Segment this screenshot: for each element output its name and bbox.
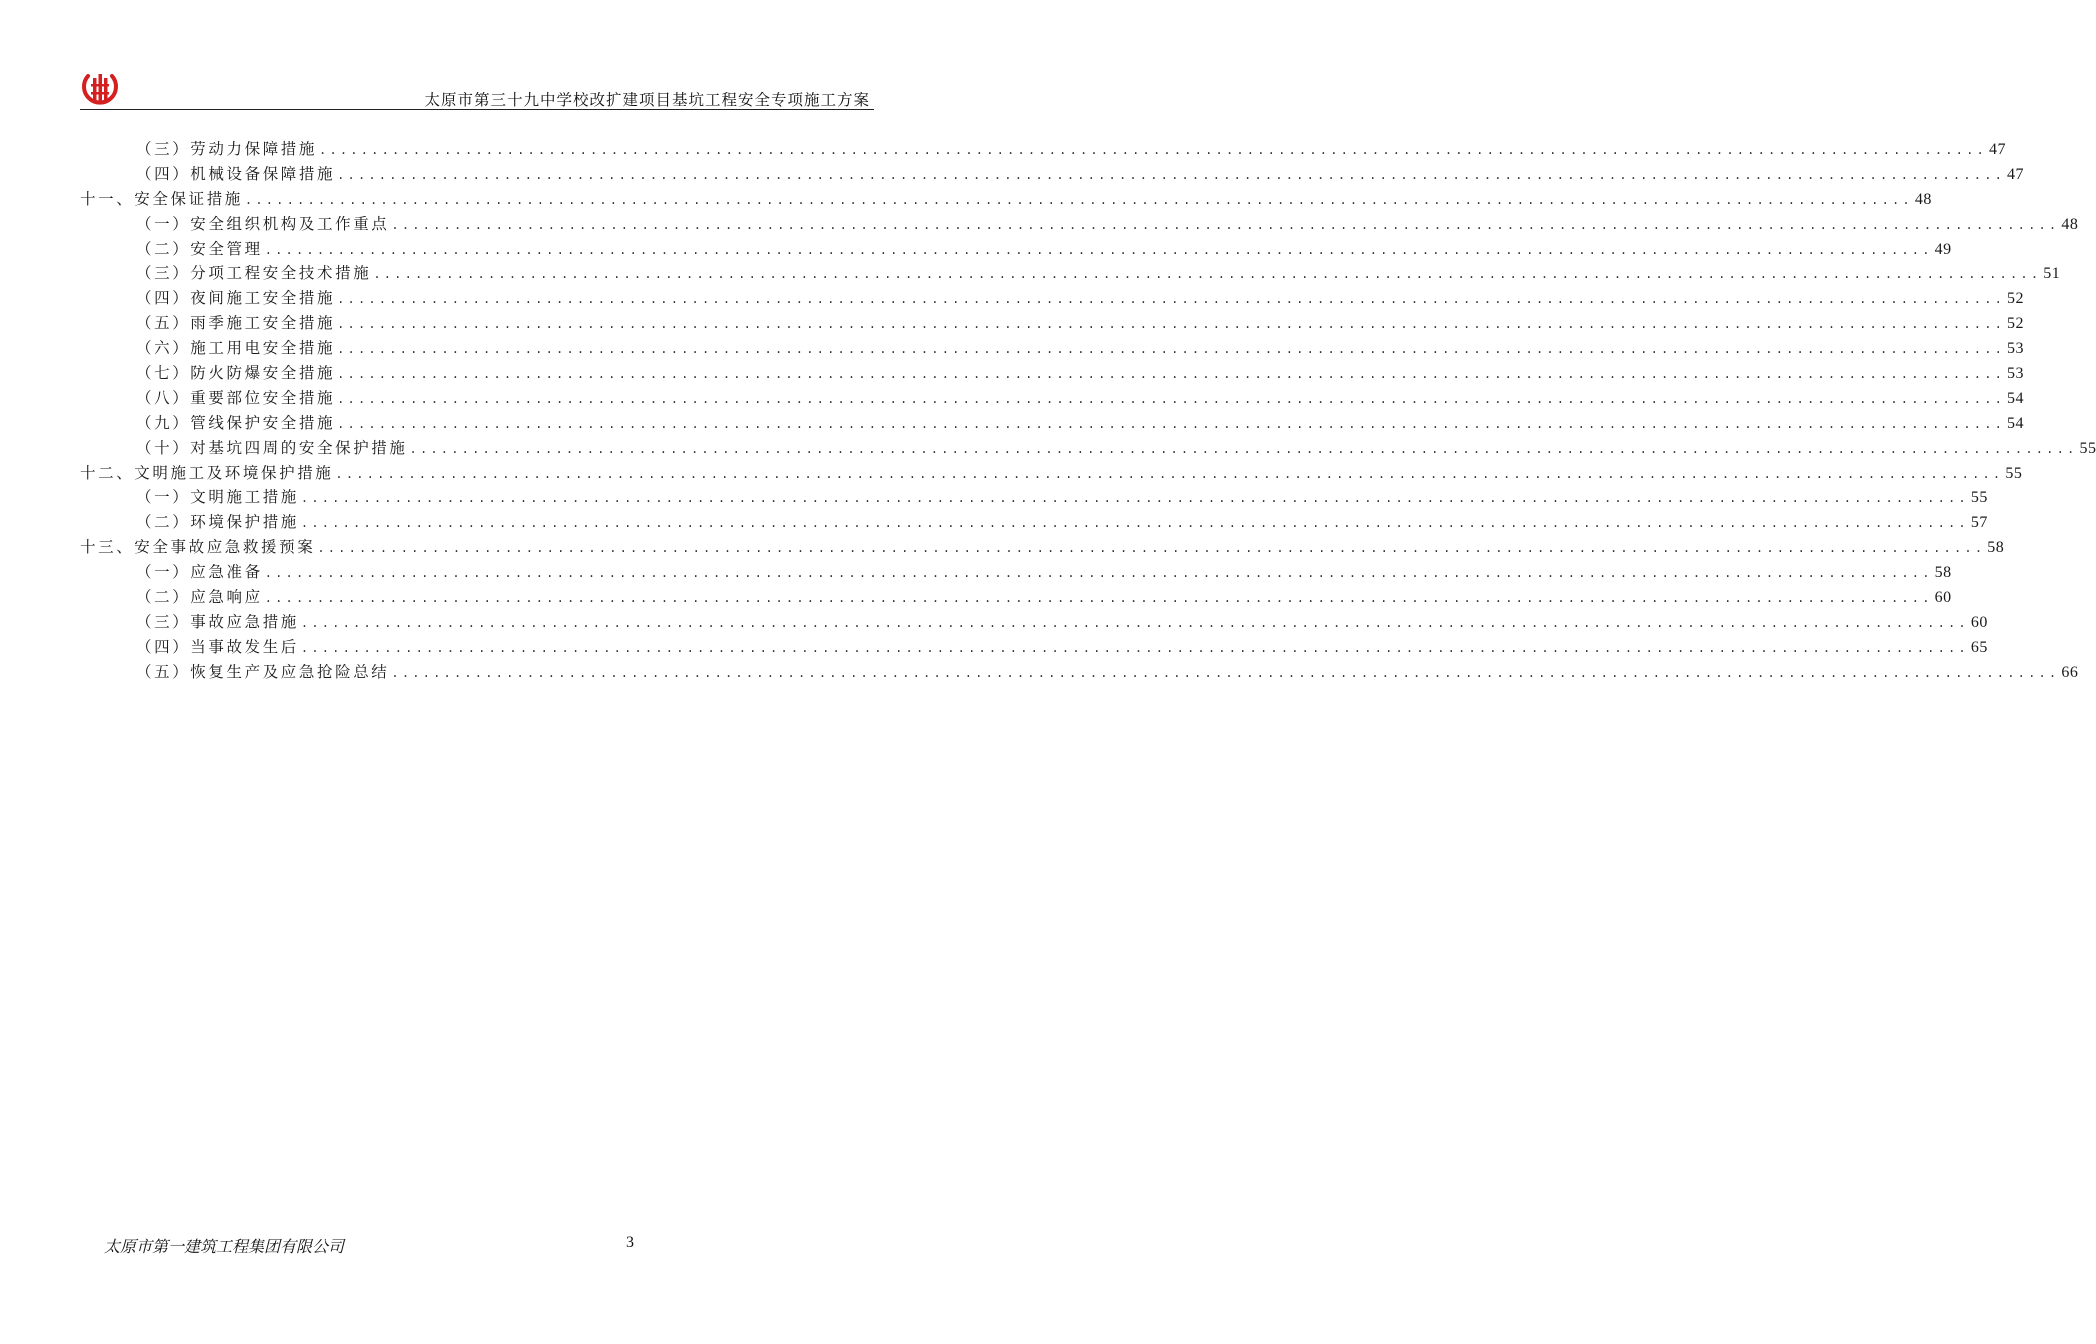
toc-entry-title: （四）机械设备保障措施	[136, 164, 336, 183]
toc-entry-title: （一）文明施工措施	[136, 488, 299, 507]
toc-entry-page: 60	[1970, 613, 1988, 631]
toc-entry[interactable]	[80, 411, 2025, 436]
toc-entry-page: 47	[2007, 165, 2025, 183]
toc-dot-leader: ................................................................................................................................................................	[264, 242, 1933, 257]
toc-entry-title: （二）安全管理	[136, 239, 263, 258]
toc-entry-page: 58	[1934, 564, 1952, 582]
toc-dot-leader: ................................................................................................................................................................	[300, 640, 1969, 655]
toc-entry[interactable]	[80, 286, 2025, 311]
toc-entry-page: 60	[1934, 589, 1952, 607]
toc-entry[interactable]	[80, 386, 2025, 411]
toc-dot-leader: ................................................................................................................................................................	[391, 217, 2060, 232]
toc-entry-title: 十一、安全保证措施	[80, 189, 243, 208]
toc-dot-leader: ................................................................................................................................................................	[337, 391, 2006, 406]
toc-entry-page: 48	[2061, 215, 2079, 233]
toc-entry-title: （五）雨季施工安全措施	[136, 314, 336, 333]
company-logo-icon	[80, 70, 120, 108]
toc-entry-page: 66	[2061, 663, 2079, 681]
toc-dot-leader: ................................................................................................................................................................	[319, 143, 1987, 157]
toc-entry[interactable]	[80, 635, 1988, 660]
toc-entry[interactable]	[80, 137, 2006, 162]
toc-entry-page: 55	[2005, 464, 2023, 482]
toc-entry[interactable]	[80, 261, 2061, 286]
toc-dot-leader: ................................................................................................................................................................	[264, 591, 1933, 606]
footer-page-number: 3	[626, 1234, 634, 1251]
toc-dot-leader: ................................................................................................................................................................	[300, 516, 1969, 531]
toc-dot-leader: ................................................................................................................................................................	[373, 267, 2042, 282]
toc-entry-title: （五）恢复生产及应急抢险总结	[136, 662, 390, 681]
toc-entry-page: 65	[1970, 638, 1988, 656]
toc-entry-title: （三）劳动力保障措施	[136, 140, 318, 158]
toc-entry-title: （七）防火防爆安全措施	[136, 364, 336, 383]
toc-entry-page: 52	[2007, 290, 2025, 308]
toc-entry-page: 53	[2007, 340, 2025, 358]
toc-entry-title: （八）重要部位安全措施	[136, 388, 336, 407]
toc-entry-title: （四）当事故发生后	[136, 637, 299, 656]
toc-entry-page: 48	[1914, 190, 1932, 208]
toc-dot-leader: ................................................................................................................................................................	[300, 615, 1969, 630]
toc-entry-title: （一）安全组织机构及工作重点	[136, 214, 390, 233]
toc-dot-leader: ................................................................................................................................................................	[337, 292, 2006, 307]
toc-entry[interactable]	[80, 237, 1952, 262]
toc-entry-title: （四）夜间施工安全措施	[136, 289, 336, 308]
toc-dot-leader: ................................................................................................................................................................	[391, 665, 2060, 680]
toc-entry[interactable]	[80, 212, 2079, 237]
toc-entry-page: 54	[2007, 389, 2025, 407]
toc-entry-title: （一）应急准备	[136, 563, 263, 582]
toc-dot-leader: ................................................................................................................................................................	[409, 441, 2078, 456]
toc-entry-page: 49	[1934, 240, 1952, 258]
toc-entry[interactable]	[80, 485, 1988, 510]
toc-entry-page: 58	[1987, 539, 2005, 557]
toc-entry-page: 47	[1988, 141, 2006, 158]
toc-entry-title: （三）事故应急措施	[136, 612, 299, 631]
toc-entry[interactable]	[80, 510, 1988, 535]
toc-entry[interactable]	[80, 535, 2005, 560]
toc-dot-leader: ................................................................................................................................................................	[300, 491, 1969, 506]
toc-dot-leader: ................................................................................................................................................................	[337, 342, 2006, 357]
toc-entry-title: （六）施工用电安全措施	[136, 339, 336, 358]
toc-dot-leader: ................................................................................................................................................................	[337, 317, 2006, 332]
document-title: 太原市第三十九中学校改扩建项目基坑工程安全专项施工方案	[424, 91, 870, 109]
toc-entry[interactable]	[80, 336, 2025, 361]
toc-entry-page: 51	[2043, 265, 2061, 283]
toc-entry[interactable]	[80, 585, 1952, 610]
toc-dot-leader: ................................................................................................................................................................	[337, 167, 2006, 182]
toc-dot-leader: ................................................................................................................................................................	[337, 367, 2006, 382]
toc-entry-title: （二）应急响应	[136, 588, 263, 607]
toc-entry-title: （九）管线保护安全措施	[136, 413, 336, 432]
toc-entry-title: （十）对基坑四周的安全保护措施	[136, 438, 408, 457]
footer-company-name: 太原市第一建筑工程集团有限公司	[104, 1239, 345, 1256]
toc-dot-leader: ................................................................................................................................................................	[337, 416, 2006, 431]
toc-entry[interactable]	[80, 311, 2025, 336]
toc-entry[interactable]	[80, 436, 2096, 461]
table-of-contents	[80, 137, 2096, 685]
toc-entry-title: 十三、安全事故应急救援预案	[80, 538, 316, 557]
toc-entry-page: 55	[1970, 489, 1988, 507]
toc-entry[interactable]	[80, 361, 2025, 386]
toc-entry-page: 54	[2007, 414, 2025, 432]
toc-entry[interactable]	[80, 187, 1932, 212]
toc-entry[interactable]	[80, 560, 1952, 585]
toc-entry-page: 52	[2007, 315, 2025, 333]
toc-dot-leader: ................................................................................................................................................................	[335, 466, 2004, 481]
toc-entry-page: 55	[2079, 439, 2096, 457]
toc-dot-leader: ................................................................................................................................................................	[264, 566, 1933, 581]
page-header	[80, 66, 874, 110]
toc-entry-page: 57	[1970, 514, 1988, 532]
toc-dot-leader: ................................................................................................................................................................	[244, 192, 1913, 207]
toc-entry[interactable]	[80, 461, 2023, 486]
toc-entry[interactable]	[80, 610, 1988, 635]
toc-entry-page: 53	[2007, 365, 2025, 383]
toc-entry[interactable]	[80, 162, 2025, 187]
header-divider	[80, 109, 874, 110]
toc-entry-title: （二）环境保护措施	[136, 513, 299, 532]
toc-entry-title: （三）分项工程安全技术措施	[136, 264, 372, 283]
toc-dot-leader: ................................................................................................................................................................	[317, 541, 1986, 556]
toc-entry-title: 十二、文明施工及环境保护措施	[80, 463, 334, 482]
toc-entry[interactable]	[80, 660, 2079, 685]
